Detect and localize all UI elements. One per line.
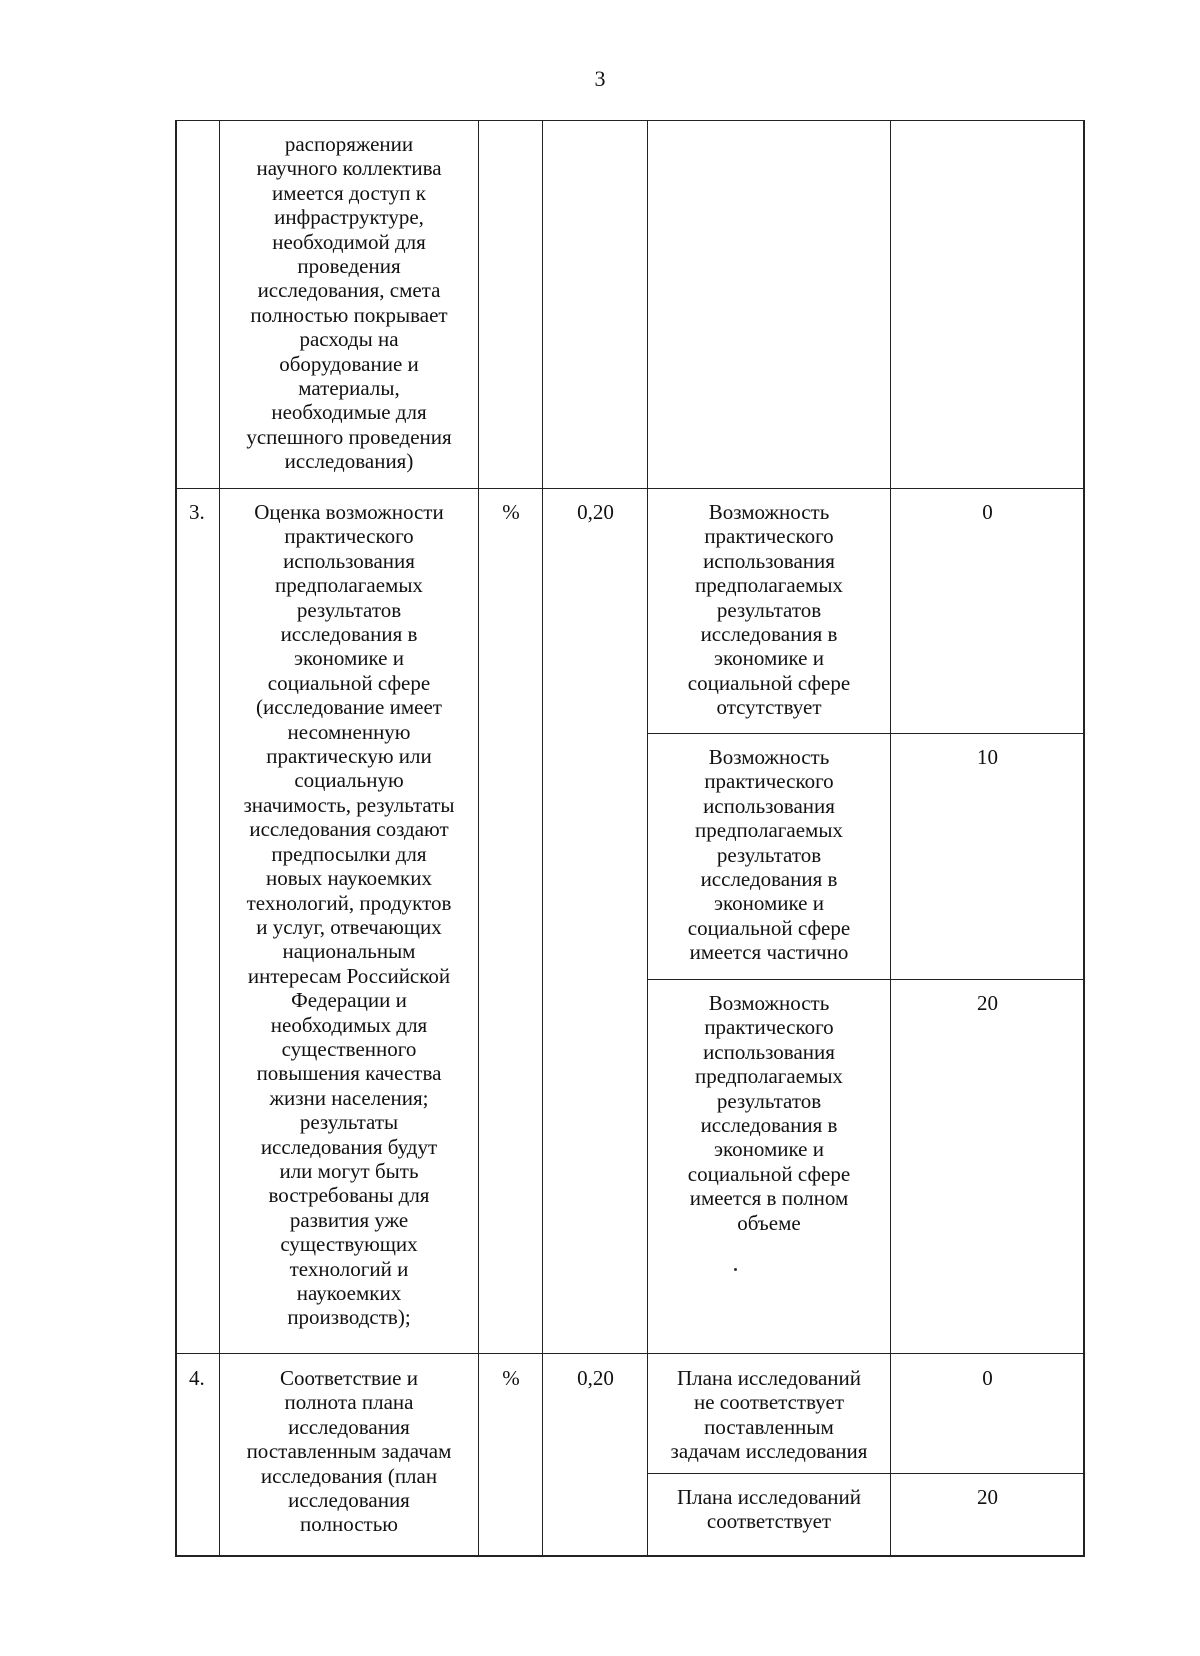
page-number: 3: [594, 66, 606, 91]
row-unit: %: [502, 500, 520, 524]
option-score: 0: [982, 1366, 993, 1390]
row-number: 3.: [189, 500, 205, 524]
row-number: 4.: [189, 1366, 205, 1390]
col-divider-3: [542, 120, 543, 1556]
option-text: Возможность практического использования предполагаемых результатов исследования в экономике и социальной сфере имеется частично: [687, 745, 851, 965]
row-unit: %: [502, 1366, 520, 1390]
option-score: 20: [977, 1485, 998, 1509]
option-text: Плана исследований не соответствует поставленным задачам исследования: [670, 1366, 868, 1464]
row-criterion: распоряжении научного коллектива имеется доступ к инфраструктуре, необходимой для проведения исследования, смета полностью покрывает расходы на оборудование и материалы, необходимые для успешного проведения исследования): [246, 132, 452, 474]
option-score: 20: [977, 991, 998, 1015]
row-divider-2: [175, 1353, 1085, 1354]
option-divider-2: [647, 979, 1085, 980]
table-border-right: [1083, 120, 1085, 1556]
row-criterion: Соответствие и полнота плана исследования поставленным задачам исследования (план исследования полностью: [246, 1366, 452, 1537]
stray-mark: [734, 1268, 737, 1271]
col-divider-2: [478, 120, 479, 1556]
option-score: 0: [982, 500, 993, 524]
table-border-top: [175, 120, 1085, 121]
col-divider-4: [647, 120, 648, 1556]
option-text: Возможность практического использования предполагаемых результатов исследования в экономике и социальной сфере отсутствует: [687, 500, 851, 720]
row-divider-1: [175, 488, 1085, 489]
col-divider-1: [219, 120, 220, 1556]
option-text: Возможность практического использования предполагаемых результатов исследования в экономике и социальной сфере имеется в полном объеме: [687, 991, 851, 1235]
option-divider-1: [647, 733, 1085, 734]
option-text: Плана исследований соответствует: [676, 1485, 862, 1534]
option-score: 10: [977, 745, 998, 769]
row-weight: 0,20: [577, 1366, 614, 1390]
row-criterion: Оценка возможности практического использования предполагаемых результатов исследования в экономике и социальной сфере (исследование имеет несомненную практическую или социальную значимость, результаты исследования создают предпосылки для новых наукоемких технологий, продуктов и услуг, отвечающих национальным интересам Российской Федерации и необходимых для существенного повышения качества жизни населения; результаты исследования будут или могут быть востребованы для развития уже существующих технологий и наукоемких производств);: [243, 500, 455, 1330]
col-divider-5: [890, 120, 891, 1556]
option-divider-3: [647, 1473, 1085, 1474]
row-weight: 0,20: [577, 500, 614, 524]
table-border-bottom: [175, 1555, 1085, 1557]
table-border-left: [175, 120, 177, 1556]
